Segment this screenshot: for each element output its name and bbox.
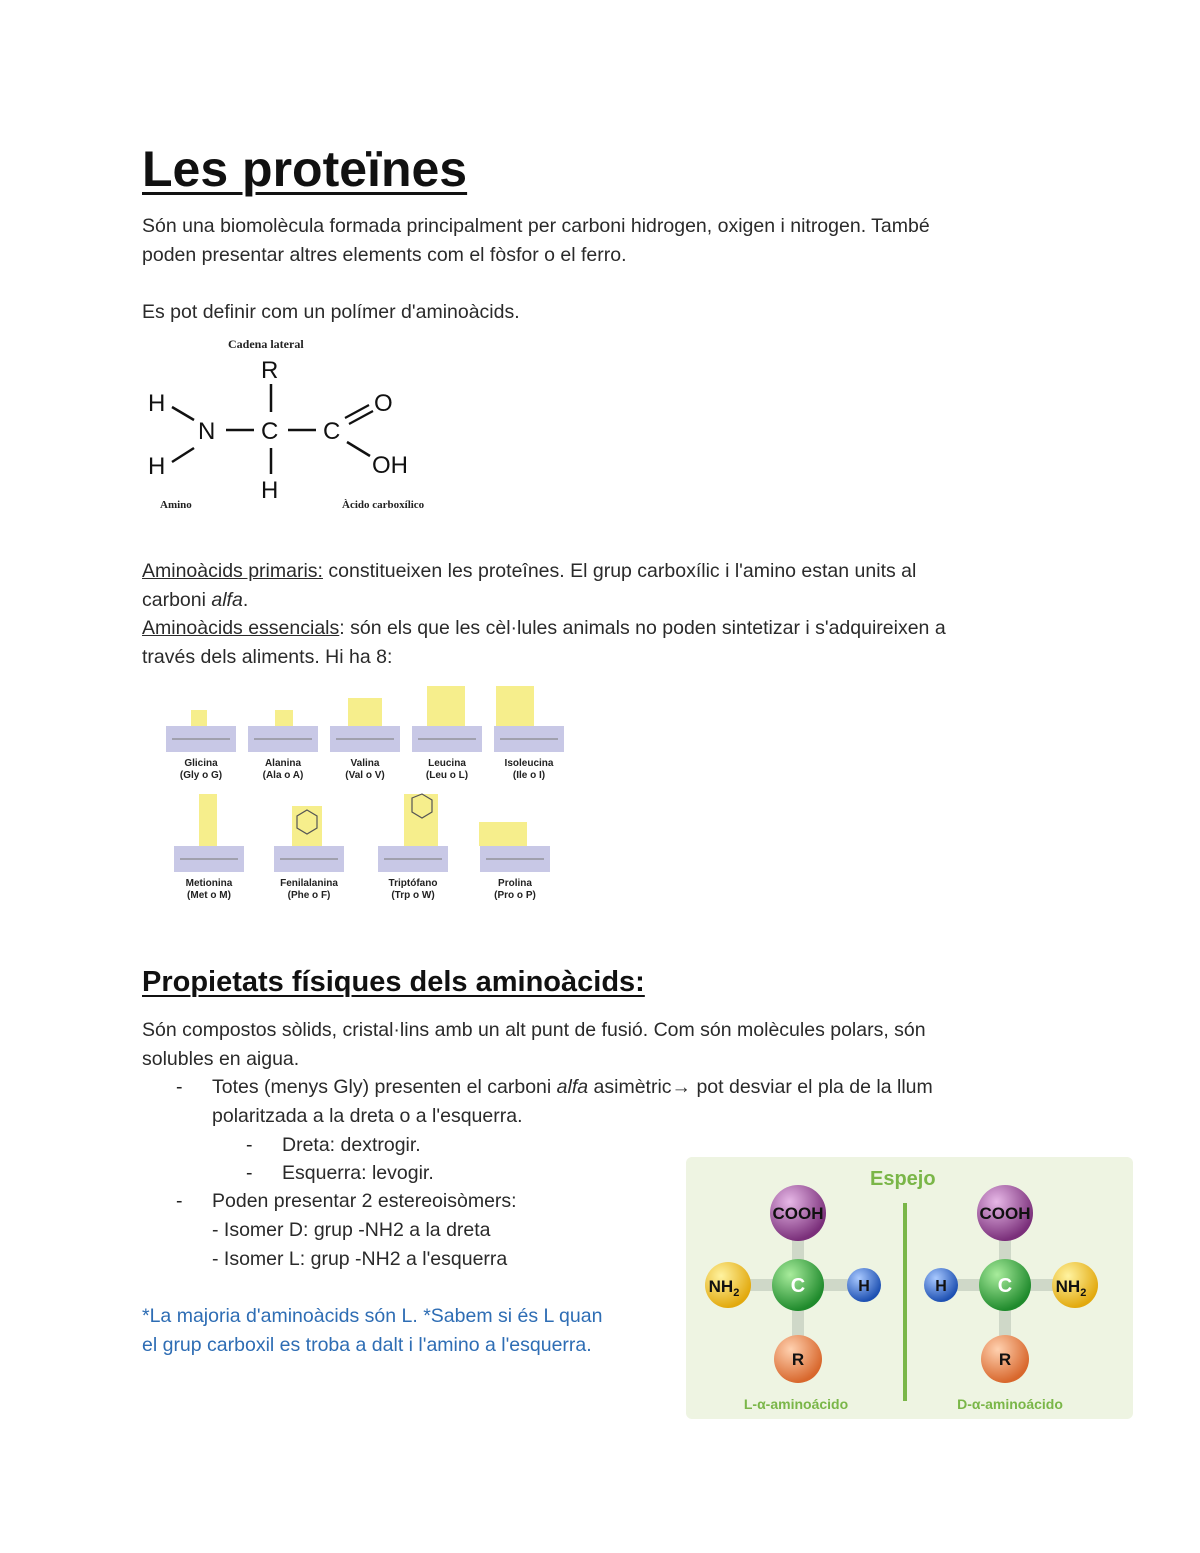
aa-code: (Trp o W) <box>391 890 435 901</box>
aa-name: Isoleucina <box>504 758 554 769</box>
aa-code: (Ala o A) <box>262 770 304 781</box>
bullet1-text-a: Totes (menys Gly) presenten el carboni <box>212 1076 557 1098</box>
page-title: Les proteïnes <box>142 141 468 197</box>
l-isomer-note <box>142 1302 682 1359</box>
atom-C-acid: C <box>323 418 341 445</box>
isomer-d-line: - Isomer D: grup -NH2 a la dreta <box>212 1219 491 1241</box>
caption-carboxylic-acid: Àcido carboxílico <box>342 499 425 511</box>
alfa-italic: alfa <box>556 1076 589 1098</box>
r-label: R <box>998 1350 1012 1369</box>
nh2-label: $NH_2$ <box>1055 1277 1087 1299</box>
aa-cell-valine <box>325 758 405 878</box>
primary-text-2a: carboni <box>142 588 212 611</box>
intro-line-1: Són una biomolècula formada principalment per carboni hidrogen, oxigen i nitrogen. També <box>142 215 930 237</box>
amino-acid-structure-diagram <box>140 332 460 518</box>
side-chain-highlight <box>348 698 382 726</box>
l-caption: L-α-aminoácido <box>743 1396 849 1412</box>
primary-term: Aminoàcids primaris: <box>142 560 323 582</box>
mirror-isomer-svg <box>686 1157 1133 1419</box>
c-label: C <box>790 1275 806 1297</box>
sub-bullet-dash: - <box>246 1134 253 1156</box>
bullet-stereoisomers: Poden presentar 2 estereoisòmers: <box>212 1190 517 1212</box>
aa-code: (Leu o L) <box>425 770 469 781</box>
aa-name: Fenilalanina <box>280 878 338 889</box>
sub-bullet-levogir: Esquerra: levogir. <box>282 1162 434 1184</box>
atom-OH: OH <box>372 452 408 479</box>
bullet1-text-b: asimètric→ pot desviar el pla de la llum <box>588 1076 933 1098</box>
atom-H-bottom-left: H <box>148 453 166 480</box>
l-isomer-model <box>705 1185 881 1412</box>
bullet1-line-1 <box>212 1073 1052 1102</box>
alfa-italic: alfa <box>211 588 243 611</box>
aa-structure-isoleucine <box>494 686 564 752</box>
d-isomer-model <box>924 1185 1098 1412</box>
aa-name: Valina <box>350 758 380 769</box>
intro-line-2: poden presentar altres elements com el fòsfor o el ferro. <box>142 243 627 266</box>
h-label: H <box>858 1278 870 1295</box>
aa-code: (Pro o P) <box>494 890 536 901</box>
aa-cell-glycine <box>161 758 241 878</box>
cooh-label: COOH <box>772 1204 824 1223</box>
aa-code: (Val o V) <box>345 770 385 781</box>
sub-bullet-dextrogir: Dreta: dextrogir. <box>282 1134 421 1156</box>
note-line-1: *La majoria d'aminoàcids són L. *Sabem si és L quan <box>142 1305 603 1327</box>
aa-cell-leucine <box>407 758 487 878</box>
essential-text-1: : són els que les cèl·lules animals no poden sintetizar i s'adquireixen a <box>339 617 946 639</box>
atom-R: R <box>261 357 279 384</box>
sub-bullet-dash: - <box>246 1162 253 1184</box>
primary-def-line-1 <box>142 557 1062 586</box>
mirror-isomer-figure <box>686 1157 1133 1419</box>
atom-H-bottom: H <box>261 477 279 504</box>
aa-cell-alanine <box>243 758 323 878</box>
d-caption: D-α-aminoácido <box>957 1396 1063 1412</box>
atom-O: O <box>374 390 393 417</box>
bond-c-oh <box>347 442 370 456</box>
nh2-label: $NH_2$ <box>708 1277 740 1299</box>
primary-def-line-2 <box>142 586 1062 615</box>
polymer-definition: Es pot definir com un polímer d'aminoàcids. <box>142 301 520 323</box>
aa-structure-glycine <box>166 710 236 752</box>
primary-text-2c: . <box>242 588 249 611</box>
bullet-asymmetric-carbon <box>212 1073 1052 1130</box>
side-chain-highlight <box>496 686 534 726</box>
intro-paragraph <box>142 212 1062 269</box>
physical-properties-paragraph <box>142 1016 1062 1073</box>
aa-structure-alanine <box>248 710 318 752</box>
r-label: R <box>791 1350 805 1369</box>
note-line-2: el grup carboxil es troba a dalt i l'amino a l'esquerra. <box>142 1333 592 1356</box>
aa-name: Alanina <box>264 758 302 769</box>
essential-def-line-2: través dels aliments. Hi ha 8: <box>142 645 393 668</box>
bond-h-n-bottom <box>172 448 194 462</box>
essential-term: Aminoàcids essencials <box>142 617 340 639</box>
aa-code: (Gly o G) <box>179 770 223 781</box>
bullet-dash: - <box>176 1190 183 1212</box>
side-chain-highlight <box>275 710 293 726</box>
c-label: C <box>997 1275 1013 1297</box>
mirror-title: Espejo <box>870 1168 936 1190</box>
aa-name: Triptófano <box>388 878 438 889</box>
isomer-l-line: - Isomer L: grup -NH2 a l'esquerra <box>212 1248 508 1270</box>
primary-text-1: constitueixen les proteînes. El grup carboxílic i l'amino estan units al <box>322 560 917 582</box>
aa-code: (Phe o F) <box>287 890 331 901</box>
atom-N: N <box>198 418 216 445</box>
bullet-dash: - <box>176 1076 183 1098</box>
bond-h-n-top <box>172 407 194 420</box>
aa-code: (Ile o I) <box>512 770 546 781</box>
atom-H-top-left: H <box>148 390 166 417</box>
aa-name: Leucina <box>428 758 466 769</box>
definitions-block <box>142 557 1062 671</box>
side-chain-highlight <box>427 686 465 726</box>
physical-line-1: Són compostos sòlids, cristal·lins amb un alt punt de fusió. Com són molècules polars, són <box>142 1019 926 1041</box>
atom-C-alpha: C <box>261 418 279 445</box>
aa-structure-valine <box>330 698 400 752</box>
aa-name: Metionina <box>185 878 233 889</box>
caption-side-chain: Cadena lateral <box>228 337 304 351</box>
aa-name: Prolina <box>498 878 532 889</box>
cooh-label: COOH <box>979 1204 1031 1223</box>
physical-line-2: solubles en aigua. <box>142 1047 300 1070</box>
aa-code: (Met o M) <box>187 890 231 901</box>
essential-amino-acids-figure <box>142 682 572 922</box>
aa-cell-isoleucine <box>489 758 569 878</box>
aa-name: Glicina <box>184 758 218 769</box>
essential-def-line-1 <box>142 614 1062 643</box>
bullet1-line-2: polaritzada a la dreta o a l'esquerra. <box>212 1104 523 1127</box>
aa-structure-leucine <box>412 686 482 752</box>
caption-amino: Amino <box>160 499 192 511</box>
h-label: H <box>935 1278 947 1295</box>
section-title-physical-properties: Propietats físiques dels aminoàcids: <box>142 966 645 998</box>
side-chain-highlight <box>191 710 207 726</box>
